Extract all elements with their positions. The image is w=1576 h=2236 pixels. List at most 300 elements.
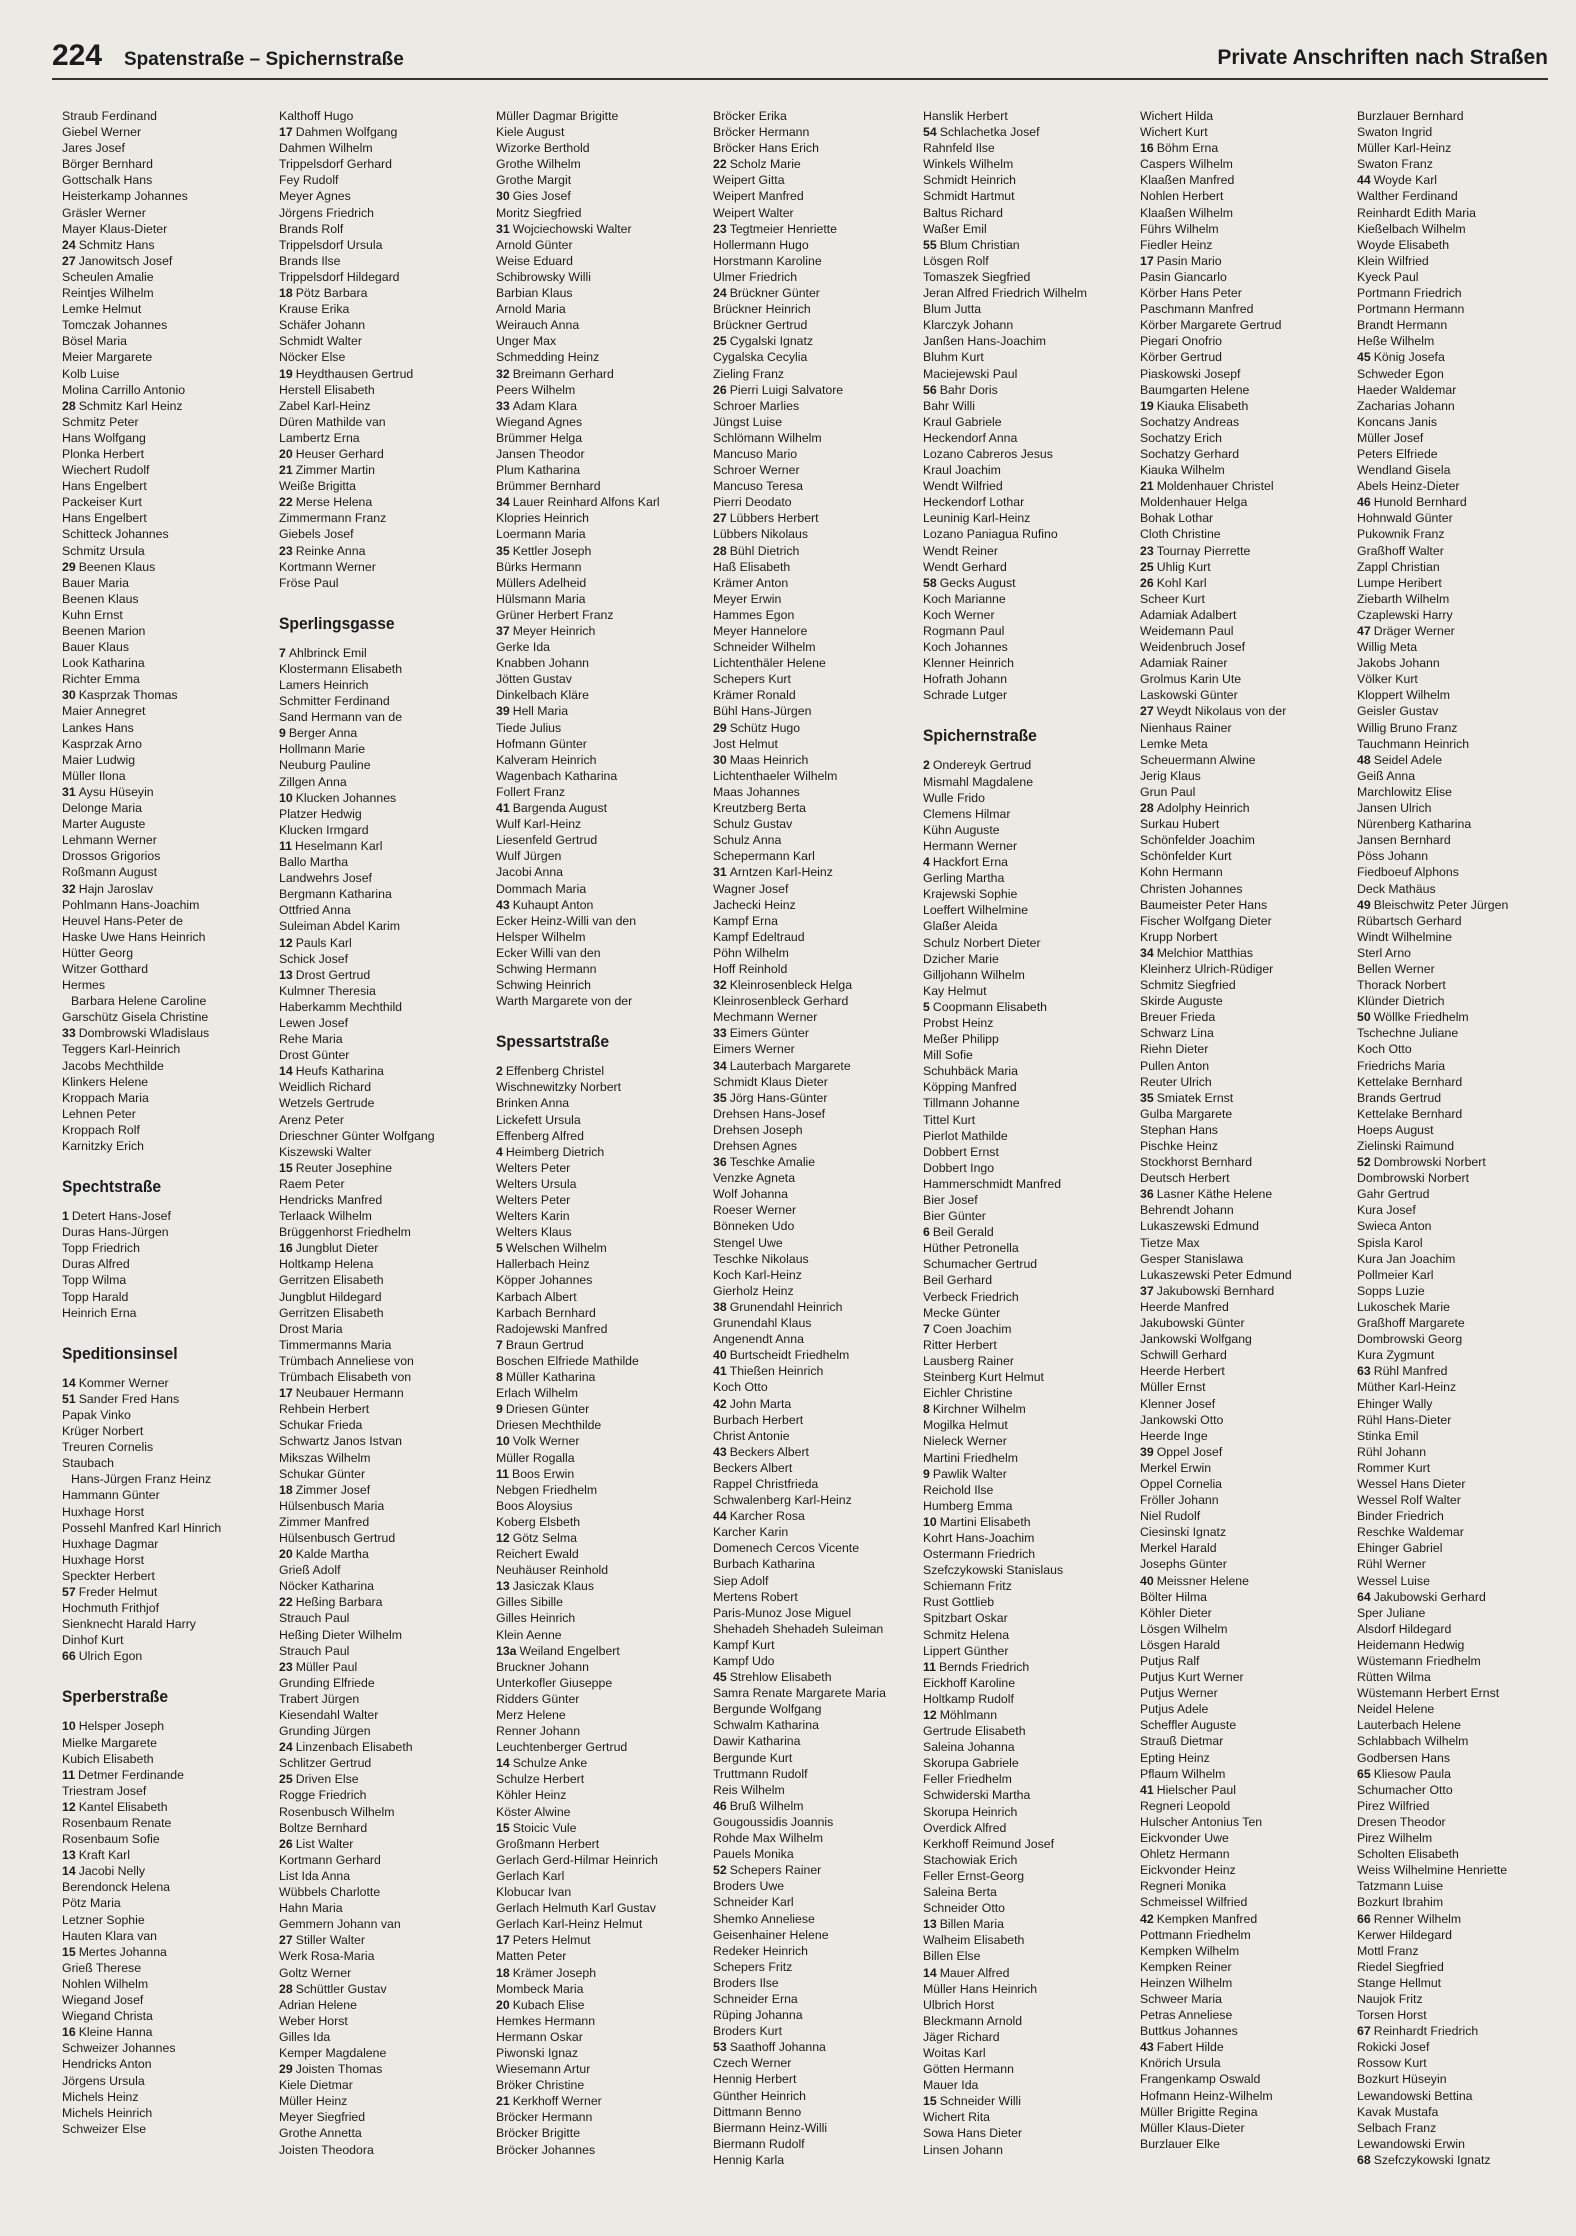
- listing-entry: [62, 1751, 272, 1767]
- resident-name: Woitas Karl: [923, 2045, 986, 2060]
- listing-entry: [279, 1192, 489, 1208]
- house-number: 25: [1140, 559, 1154, 574]
- listing-entry: [496, 1965, 706, 1981]
- resident-name: Volk Werner: [512, 1434, 580, 1449]
- resident-name: Pötz Barbara: [295, 286, 368, 301]
- listing-entry: [923, 1562, 1133, 1578]
- resident-name: Schäfer Johann: [279, 318, 366, 333]
- resident-name: Maas Johannes: [713, 784, 800, 799]
- listing-entry: [496, 430, 706, 446]
- resident-name: Hohnwald Günter: [1357, 511, 1453, 526]
- listing-entry: [279, 1610, 489, 1626]
- listing-entry: [1357, 1717, 1567, 1733]
- resident-name: Godbersen Hans: [1357, 1750, 1450, 1765]
- listing-entry: [62, 349, 272, 365]
- listing-entry: [1357, 2120, 1567, 2136]
- listing-entry: [923, 398, 1133, 414]
- resident-name: Domenech Cercos Vicente: [713, 1541, 860, 1556]
- resident-name: Lösgen Rolf: [923, 253, 989, 268]
- listing-entry: [279, 757, 489, 773]
- resident-name: Rühl Hans-Dieter: [1357, 1412, 1452, 1427]
- listing-entry: [1357, 1653, 1567, 1669]
- listing-entry: [62, 961, 272, 977]
- resident-name: Klenner Josef: [1140, 1396, 1216, 1411]
- listing-entry: [713, 301, 923, 317]
- listing-entry: [62, 945, 272, 961]
- listing-entry: [496, 1176, 706, 1192]
- house-number: 30: [62, 688, 76, 703]
- resident-name: Abels Heinz-Dieter: [1357, 479, 1460, 494]
- resident-name: Schneider Erna: [713, 1991, 798, 2006]
- listing-entry: [279, 1095, 489, 1111]
- listing-entry: [1357, 671, 1567, 687]
- listing-entry: [713, 1428, 923, 1444]
- resident-name: Bahr Doris: [939, 382, 998, 397]
- listing-entry: [496, 752, 706, 768]
- resident-name: Radojewski Manfred: [496, 1321, 608, 1336]
- resident-name: Hütter Georg: [62, 945, 134, 960]
- listing-entry: [923, 1240, 1133, 1256]
- listing-entry: [713, 188, 923, 204]
- resident-name: Haß Elisabeth: [713, 559, 791, 574]
- resident-name: Schweizer Else: [62, 2121, 147, 2136]
- resident-name: Wagner Josef: [713, 881, 789, 896]
- resident-name: Waßer Emil: [923, 221, 987, 236]
- resident-name: Klostermann Elisabeth: [279, 661, 403, 676]
- house-number: 15: [923, 2094, 937, 2109]
- resident-name: Ohletz Hermann: [1140, 1847, 1230, 1862]
- listing-entry: [713, 1798, 923, 1814]
- resident-name: Hendricks Manfred: [279, 1193, 383, 1207]
- listing-entry: [1357, 1862, 1567, 1878]
- listing-entry: [923, 1031, 1133, 1047]
- resident-name: Piegari Onofrio: [1140, 334, 1223, 349]
- resident-name: Baumgarten Helene: [1140, 382, 1250, 397]
- resident-name: Lambertz Erna: [279, 430, 360, 445]
- resident-name: Baumeister Peter Hans: [1140, 897, 1268, 912]
- resident-name: Binder Friedrich: [1357, 1509, 1444, 1524]
- resident-name: Lauterbach Margarete: [729, 1058, 851, 1073]
- resident-name: Swaton Ingrid: [1357, 125, 1433, 140]
- resident-name: Peters Elfriede: [1357, 446, 1438, 461]
- listing-entry: [1357, 1508, 1567, 1524]
- house-number: 15: [62, 1944, 76, 1959]
- resident-name: Humberg Emma: [923, 1498, 1013, 1513]
- listing-entry: [496, 1417, 706, 1433]
- resident-name: Molina Carrillo Antonio: [62, 382, 186, 397]
- resident-name: Roßmann August: [62, 865, 158, 880]
- resident-name: Grüner Herbert Franz: [496, 607, 614, 622]
- resident-name: Cygalska Cecylia: [713, 350, 808, 365]
- resident-name: Hüther Petronella: [923, 1241, 1019, 1256]
- house-number: 27: [713, 511, 727, 526]
- resident-name: Weipert Gitta: [713, 173, 785, 188]
- listing-entry: [923, 349, 1133, 365]
- listing-entry: [1140, 1106, 1350, 1122]
- resident-name: Lozano Cabreros Jesus: [923, 446, 1053, 461]
- listing-column-3: [496, 108, 706, 2158]
- listing-entry: [496, 108, 706, 124]
- resident-name: Neuhäuser Reinhold: [496, 1563, 609, 1578]
- resident-name: Delonge Maria: [62, 801, 142, 816]
- resident-name: Rosenbusch Wilhelm: [279, 1804, 395, 1819]
- resident-name: Garschütz Gisela Christine: [62, 1010, 209, 1025]
- listing-entry: [279, 462, 489, 478]
- listing-entry: [62, 156, 272, 172]
- resident-name: Gerlach Karl: [496, 1868, 565, 1883]
- listing-entry: [1140, 398, 1350, 414]
- listing-entry: [496, 1385, 706, 1401]
- resident-name: Dombrowski Wladislaus: [78, 1026, 210, 1041]
- resident-name: Müller Klaus-Dieter: [1140, 2120, 1245, 2135]
- listing-entry: [1140, 1315, 1350, 1331]
- resident-name: Bühl Hans-Jürgen: [713, 704, 812, 719]
- resident-name: Triestram Josef: [62, 1783, 147, 1798]
- house-number: 54: [923, 125, 937, 140]
- listing-entry: [923, 870, 1133, 886]
- resident-name: Lukaszewski Peter Edmund: [1140, 1267, 1292, 1282]
- resident-name: Krämer Ronald: [713, 688, 796, 703]
- resident-name: Giebels Josef: [279, 527, 354, 542]
- resident-name: Adrian Helene: [279, 1997, 357, 2012]
- resident-name: Drehsen Agnes: [713, 1139, 798, 1153]
- resident-name: Graßhoff Margarete: [1357, 1316, 1465, 1331]
- resident-name: Michels Heinz: [62, 2089, 139, 2104]
- resident-name: Müller Katharina: [505, 1370, 596, 1385]
- resident-name: Rossow Kurt: [1357, 2056, 1427, 2071]
- resident-name: Stockhorst Bernhard: [1140, 1155, 1253, 1170]
- listing-entry: [1140, 607, 1350, 623]
- resident-name: Feller Friedhelm: [923, 1772, 1012, 1787]
- resident-name: Roeser Werner: [713, 1203, 797, 1218]
- resident-name: Gilles Heinrich: [496, 1611, 576, 1626]
- listing-entry: [496, 366, 706, 382]
- listing-entry: [496, 172, 706, 188]
- resident-name: Klein Aenne: [496, 1627, 562, 1642]
- listing-entry: [1140, 1717, 1350, 1733]
- listing-entry: [62, 462, 272, 478]
- resident-name: Sienknecht Harald Harry: [62, 1617, 196, 1632]
- resident-name: Strauß Dietmar: [1140, 1734, 1224, 1749]
- resident-name: Reichert Ewald: [496, 1547, 579, 1562]
- house-number: 33: [713, 1026, 727, 1041]
- listing-entry: [1140, 366, 1350, 382]
- resident-name: Stephan Hans: [1140, 1122, 1218, 1137]
- listing-entry: [279, 918, 489, 934]
- house-number: 15: [496, 1820, 510, 1835]
- listing-entry: [62, 1783, 272, 1799]
- listing-entry: [279, 478, 489, 494]
- house-number: 39: [1140, 1444, 1154, 1459]
- listing-entry: [923, 1981, 1133, 1997]
- listing-entry: [279, 2077, 489, 2093]
- listing-entry: [1140, 317, 1350, 333]
- resident-name: Brands Gertrud: [1357, 1090, 1442, 1105]
- resident-name: Koch Werner: [923, 607, 995, 622]
- resident-name: Rust Gottlieb: [923, 1595, 995, 1610]
- listing-entry: [1140, 1074, 1350, 1090]
- listing-entry: [923, 1369, 1133, 1385]
- listing-entry: [1140, 559, 1350, 575]
- resident-name: Windt Wilhelmine: [1357, 929, 1452, 944]
- resident-name: Meyer Heinrich: [512, 624, 596, 638]
- listing-entry: [713, 559, 923, 575]
- listing-entry: [279, 1224, 489, 1240]
- listing-entry: [1140, 1170, 1350, 1186]
- listing-entry: [923, 494, 1133, 510]
- listing-entry: [279, 1981, 489, 1997]
- resident-name: Weber Horst: [279, 2013, 348, 2028]
- listing-entry: [923, 1208, 1133, 1224]
- resident-name: Hans-Jürgen Franz Heinz: [71, 1472, 212, 1487]
- resident-name: Lichtenthaeler Wilhelm: [713, 768, 838, 783]
- resident-name: Walheim Elisabeth: [923, 1933, 1025, 1948]
- resident-name: Müller Dagmar Brigitte: [496, 109, 619, 123]
- listing-entry: [1140, 671, 1350, 687]
- listing-entry: [1357, 2023, 1567, 2039]
- resident-name: Renner Johann: [496, 1724, 581, 1739]
- listing-entry: [1140, 2055, 1350, 2071]
- house-number: 42: [713, 1396, 727, 1411]
- resident-name: Strehlow Elisabeth: [729, 1670, 832, 1685]
- listing-entry: [62, 784, 272, 800]
- resident-name: Lehnen Peter: [62, 1106, 136, 1121]
- listing-entry: [713, 607, 923, 623]
- house-number: 20: [496, 1997, 510, 2012]
- resident-name: Jacobs Mechthilde: [62, 1058, 164, 1073]
- listing-entry: [1140, 1283, 1350, 1299]
- listing-entry: [496, 2077, 706, 2093]
- resident-name: Köster Alwine: [496, 1804, 571, 1819]
- resident-name: Bleckmann Arnold: [923, 2013, 1023, 2028]
- resident-name: Nohlen Wilhelm: [62, 1976, 149, 1991]
- resident-name: Kuhaupt Anton: [512, 897, 594, 912]
- listing-entry: [1357, 1186, 1567, 1202]
- listing-entry: [279, 366, 489, 382]
- listing-entry: [496, 333, 706, 349]
- listing-entry: [62, 253, 272, 269]
- listing-entry: [62, 1536, 272, 1552]
- listing-entry: [713, 382, 923, 398]
- resident-name: Nieleck Werner: [923, 1434, 1007, 1449]
- listing-entry: [279, 205, 489, 221]
- listing-entry: [1140, 784, 1350, 800]
- listing-entry: [1357, 1074, 1567, 1090]
- listing-entry: [713, 414, 923, 430]
- resident-name: Rommer Kurt: [1357, 1460, 1431, 1475]
- resident-name: Eimers Werner: [713, 1042, 795, 1057]
- resident-name: Brüggenhorst Friedhelm: [279, 1225, 411, 1240]
- resident-name: Drost Maria: [279, 1321, 343, 1336]
- resident-name: Maciejewski Paul: [923, 366, 1018, 381]
- resident-name: Rehe Maria: [279, 1032, 343, 1047]
- listing-entry: [1140, 1701, 1350, 1717]
- house-number: 22: [713, 157, 727, 172]
- listing-entry: [62, 2089, 272, 2105]
- resident-name: Gemmern Johann van: [279, 1917, 401, 1932]
- house-number: 36: [1140, 1187, 1154, 1202]
- resident-name: Pöss Johann: [1357, 849, 1429, 864]
- resident-name: Peers Wilhelm: [496, 382, 576, 397]
- resident-name: Trabert Jürgen: [279, 1691, 360, 1706]
- resident-name: Kiauka Wilhelm: [1140, 463, 1225, 478]
- resident-name: Dinkelbach Kläre: [496, 688, 589, 703]
- resident-name: Kohl Karl: [1156, 575, 1207, 590]
- listing-entry: [1357, 1766, 1567, 1782]
- listing-column-1: [62, 108, 272, 2137]
- listing-entry: [62, 494, 272, 510]
- listing-entry: [496, 913, 706, 929]
- listing-entry: [496, 1820, 706, 1836]
- listing-entry: [1357, 993, 1567, 1009]
- resident-name: Lewandowski Erwin: [1357, 2136, 1465, 2151]
- resident-name: Drossos Grigorios: [62, 849, 161, 864]
- resident-name: Weydt Nikolaus von der: [1156, 704, 1287, 719]
- listing-entry: [62, 1439, 272, 1455]
- resident-name: Wendt Reiner: [923, 543, 998, 558]
- resident-name: Müller Rogalla: [496, 1450, 575, 1465]
- listing-entry: [923, 1095, 1133, 1111]
- resident-name: Feller Ernst-Georg: [923, 1868, 1025, 1883]
- resident-name: Siep Adolf: [713, 1573, 769, 1588]
- resident-name: Broders Ilse: [713, 1975, 779, 1990]
- listing-entry: [713, 140, 923, 156]
- resident-name: Adamiak Rainer: [1140, 656, 1228, 671]
- resident-name: Moldenhauer Christel: [1156, 479, 1274, 494]
- listing-entry: [1357, 1846, 1567, 1862]
- listing-entry: [923, 510, 1133, 526]
- listing-entry: [713, 1379, 923, 1395]
- resident-name: Schmitz Ursula: [62, 543, 145, 558]
- resident-name: Dobbert Ernst: [923, 1144, 999, 1159]
- listing-entry: [923, 822, 1133, 838]
- listing-entry: [1140, 156, 1350, 172]
- listing-entry: [1140, 1090, 1350, 1106]
- listing-entry: [713, 478, 923, 494]
- resident-name: Hammerschmidt Manfred: [923, 1176, 1062, 1191]
- resident-name: Berger Anna: [288, 726, 358, 741]
- resident-name: Rosenbaum Sofie: [62, 1832, 160, 1847]
- listing-entry: [279, 951, 489, 967]
- listing-entry: [713, 1508, 923, 1524]
- resident-name: Riehn Dieter: [1140, 1042, 1209, 1057]
- resident-name: Drieschner Günter Wolfgang: [279, 1128, 435, 1143]
- resident-name: Bruß Wilhelm: [729, 1798, 804, 1813]
- listing-entry: [279, 124, 489, 140]
- listing-entry: [279, 854, 489, 870]
- listing-entry: [713, 1106, 923, 1122]
- resident-name: Arntzen Karl-Heinz: [729, 865, 833, 880]
- listing-entry: [279, 1916, 489, 1932]
- house-number: 14: [279, 1064, 293, 1079]
- listing-entry: [1357, 575, 1567, 591]
- listing-entry: [496, 1852, 706, 1868]
- resident-name: Klucken Irmgard: [279, 822, 369, 837]
- resident-name: Nöcker Else: [279, 350, 346, 365]
- resident-name: Schneider Karl: [713, 1895, 794, 1910]
- resident-name: Haberkamm Mechthild: [279, 999, 403, 1014]
- listing-entry: [496, 864, 706, 880]
- resident-name: Lemke Helmut: [62, 302, 142, 317]
- listing-entry: [1140, 382, 1350, 398]
- resident-name: Niel Rudolf: [1140, 1509, 1201, 1524]
- resident-name: Jüngst Luise: [713, 414, 783, 429]
- resident-name: Scheer Kurt: [1140, 591, 1205, 606]
- house-number: 25: [279, 1772, 293, 1787]
- listing-entry: [713, 2120, 923, 2136]
- resident-name: Eickvonder Heinz: [1140, 1863, 1236, 1878]
- resident-name: Wüstemann Friedhelm: [1357, 1654, 1481, 1668]
- resident-name: Jasiczak Klaus: [512, 1579, 595, 1594]
- listing-entry: [1357, 430, 1567, 446]
- resident-name: Kraul Joachim: [923, 463, 1001, 478]
- resident-name: Lukaszewski Edmund: [1140, 1219, 1259, 1234]
- resident-name: Bahr Willi: [923, 398, 975, 413]
- house-number: 5: [923, 999, 930, 1014]
- listing-entry: [713, 1701, 923, 1717]
- resident-name: Dahmen Wilhelm: [279, 141, 373, 156]
- listing-entry: [713, 269, 923, 285]
- listing-entry: [279, 1965, 489, 1981]
- resident-name: Mayer Klaus-Dieter: [62, 221, 168, 236]
- resident-name: Bröcker Hermann: [713, 125, 810, 140]
- resident-name: Koch Otto: [713, 1380, 768, 1395]
- listing-entry: [1357, 317, 1567, 333]
- resident-name: Kempken Manfred: [1156, 1911, 1258, 1926]
- resident-name: Kempken Reiner: [1140, 1959, 1232, 1974]
- resident-name: Weidenbruch Josef: [1140, 640, 1246, 655]
- listing-entry: [1357, 349, 1567, 365]
- house-number: 25: [713, 334, 727, 349]
- resident-name: Heckendorf Anna: [923, 430, 1018, 445]
- house-number: 68: [1357, 2152, 1371, 2167]
- listing-entry: [62, 1305, 272, 1321]
- house-number: 14: [496, 1756, 510, 1771]
- resident-name: Eimers Günter: [729, 1026, 809, 1041]
- resident-name: Jakubowski Bernhard: [1156, 1283, 1275, 1298]
- resident-name: Straub Ferdinand: [62, 109, 158, 123]
- resident-name: Kettler Joseph: [512, 543, 592, 558]
- resident-name: Sper Juliane: [1357, 1605, 1426, 1620]
- listing-entry: [713, 1283, 923, 1299]
- listing-entry: [496, 687, 706, 703]
- resident-name: Heufs Katharina: [295, 1064, 384, 1079]
- resident-name: Wiegand Josef: [62, 1993, 144, 2008]
- resident-name: Schweder Egon: [1357, 366, 1444, 381]
- listing-entry: [496, 478, 706, 494]
- resident-name: Wizorke Berthold: [496, 141, 590, 156]
- resident-name: Lausberg Rainer: [923, 1353, 1014, 1368]
- resident-name: Topp Friedrich: [62, 1241, 140, 1256]
- resident-name: Kleine Hanna: [78, 2025, 153, 2040]
- listing-entry: [923, 414, 1133, 430]
- listing-entry: [713, 864, 923, 880]
- listing-entry: [496, 1272, 706, 1288]
- listing-entry: [62, 816, 272, 832]
- listing-entry: [1140, 1058, 1350, 1074]
- listing-entry: [1140, 1669, 1350, 1685]
- listing-entry: [1357, 703, 1567, 719]
- house-number: 37: [496, 624, 510, 638]
- resident-name: Kühn Auguste: [923, 822, 1000, 837]
- listing-entry: [713, 462, 923, 478]
- resident-name: Gerritzen Elisabeth: [279, 1305, 384, 1320]
- listing-entry: [1357, 1331, 1567, 1347]
- resident-name: Heerde Herbert: [1140, 1364, 1225, 1379]
- resident-name: Jachecki Heinz: [713, 897, 796, 912]
- listing-entry: [923, 1272, 1133, 1288]
- listing-entry: [1357, 961, 1567, 977]
